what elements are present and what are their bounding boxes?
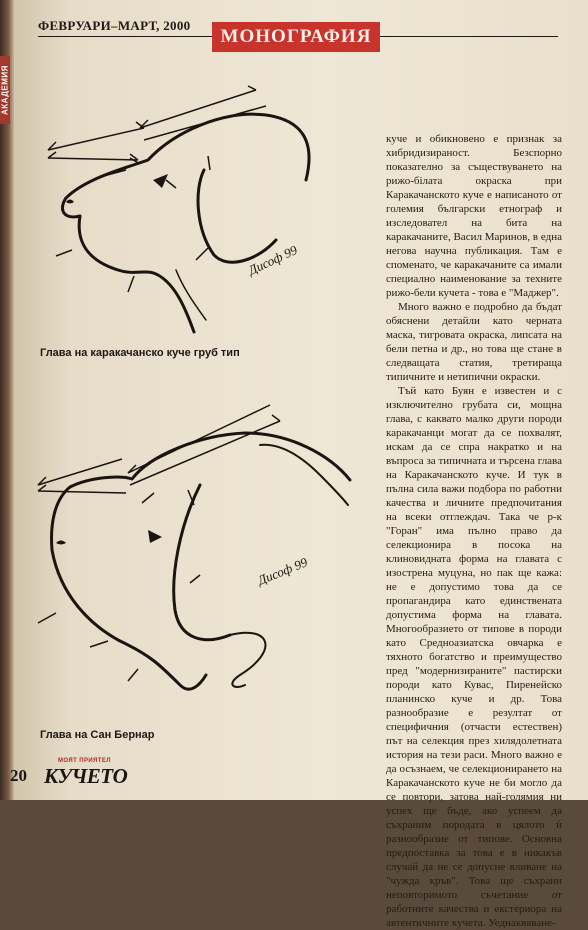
spine-tab: АКАДЕМИЯ — [0, 56, 10, 124]
figure1-caption: Глава на каракачанско куче груб тип — [40, 347, 240, 359]
page-number: 20 — [10, 766, 27, 785]
page-spine — [0, 0, 14, 800]
karakachan-head-drawing — [36, 70, 366, 340]
figure2-signature: Дисоф 99 — [255, 554, 310, 588]
section-title: МОНОГРАФИЯ — [212, 22, 380, 52]
figure2-caption: Глава на Сан Бернар — [40, 729, 155, 741]
logo-wordmark: КУЧЕТО — [44, 764, 128, 788]
article-paragraph-2: Много важно е подробно да бъдат обяснени детайли като черната маска, тигровата окраска, липсата на бели петна и др., но това ще стане в следващата статия, третираща типичните и нетипични окраски. — [386, 301, 562, 383]
article-paragraph-3: Тъй като Буян е известен и с изключително грубата си, мощна глава, с каквато малко други породи каракачанци могат да се похвалят, искам да се спра накратко и на въпроса за типичната и търсена глава на Каракачанското куче. И тук в пълна сила важи подбора по работни качества и личните предпочитания на всеки отглеждач. Така че р-к "Горан" има пълно право да селекционира в посока на клиновидната форма на главата с изострена муцуна, но пак ще кажа: не е допустимо това да се пропагандира като единствената допустима форма на главата. Многообразието от типове в породи като Средноазиатска овчарка е тяхното богатство и преимущество пред "модернизираните" пастирски породи като Кувас, Пиренейско планинско куче и др. Това разнообразие е резултат от специфичния (отчасти естествен) път на селекция през хилядолетната история на тези раси. Много важно е да осъзнаем, че селекционирането на Каракачанското куче не би могло да се повтори, затова най-голямия ни успех ще бъде, ако успеем да съхраним породата в цялото ѝ разнообразие от типове. Основна предпоставка за това е в никакъв случай да не се допусне вливане на "чужда кръв". Това ще съхрани неповторимото съчетание от работните качества и екстериора на автентичните кучета. Уеднаквяване- — [386, 385, 562, 929]
saint-bernard-head-sketch — [30, 385, 375, 715]
logo-tagline: МОЯТ ПРИЯТЕЛ — [58, 758, 111, 764]
issue-date: ФЕВРУАРИ–МАРТ, 2000 — [38, 18, 191, 33]
saint-bernard-head-drawing — [30, 385, 375, 715]
article-paragraph-1: куче и обикновено е признак за хибридизираност. Безспорно показателно за съществуването на рижо-білата окраска при Каракачанското куче е написаното от големия български етнограф и изследовател на бита на каракачаните, Васил Маринов, в една негова научна публикация. Там е споменато, че каракачаните са имали специално наименование за техните рижо-бели кучета - това е "Маджер". — [386, 133, 562, 299]
magazine-logo — [44, 758, 128, 788]
article-column — [386, 132, 562, 930]
karakachan-head-sketch — [36, 70, 366, 340]
figure1-signature: Дисоф 99 — [245, 242, 300, 278]
